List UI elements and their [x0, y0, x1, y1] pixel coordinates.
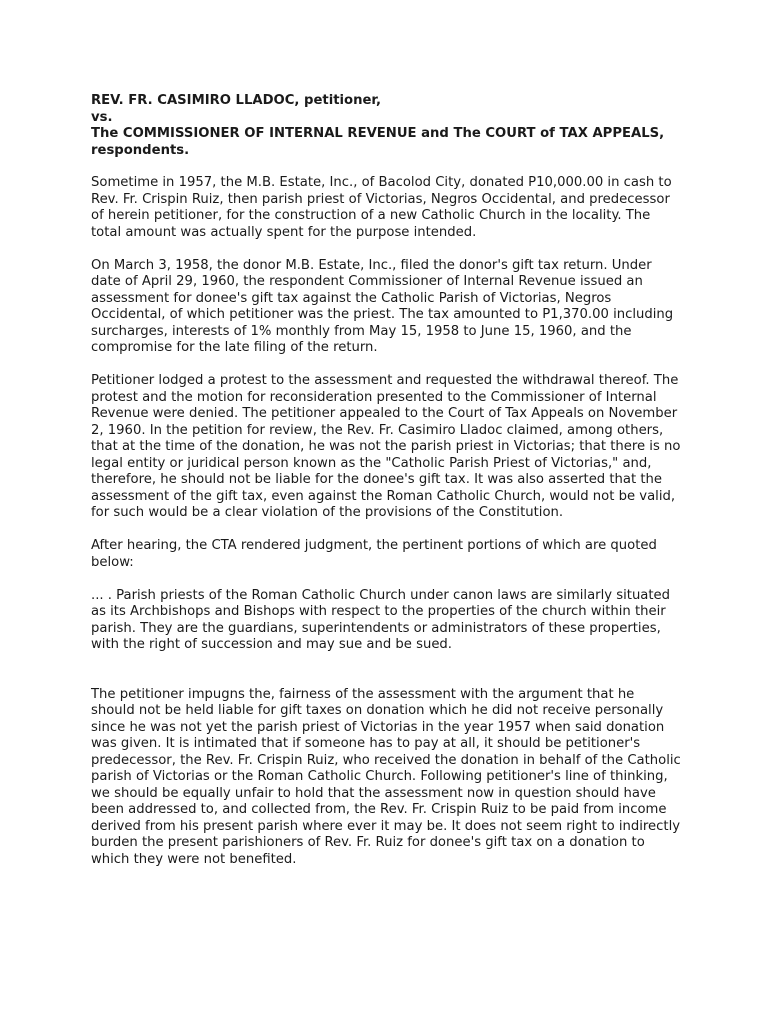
paragraph-cta-judgment: After hearing, the CTA rendered judgment, the pertinent portions of which are quoted below: [91, 538, 657, 570]
case-caption [91, 93, 681, 159]
caption-respondents: The COMMISSIONER OF INTERNAL REVENUE and The COURT of TAX APPEALS, [91, 126, 665, 141]
paragraph-fairness: The petitioner impugns the, fairness of the assessment with the argument that he should not be held liable for gift taxes on donation which he did not receive personally since he was not yet the parish priest of Victorias in the year 1957 when said donation was given. It is intimated that if someone has to pay at all, it should be petitioner's predecessor, the Rev. Fr. Crispin Ruiz, who received the donation in behalf of the Catholic parish of Victorias or the Roman Catholic Church. Following petitioner's line of thinking, we should be equally unfair to hold that the assessment now in question should have been addressed to, and collected from, the Rev. Fr. Crispin Ruiz to be paid from income derived from his present parish where ever it may be. It does not seem right to indirectly burden the present parishioners of Rev. Fr. Ruiz for donee's gift tax on a donation to which they were not benefited. [91, 686, 681, 867]
caption-respondents-cont: respondents. [91, 142, 190, 158]
document-page [91, 93, 681, 885]
paragraph-protest: Petitioner lodged a protest to the assessment and requested the withdrawal thereof. The protest and the motion for reconsideration presented to the Commissioner of Internal Revenue were denied. The petitioner appealed to the Court of Tax Appeals on November 2, 1960. In the petition for review, the Rev. Fr. Casimiro Lladoc claimed, among others, that at the time of the donation, he was not the parish priest in Victorias; that there is no legal entity or juridical person known as the "Catholic Parish Priest of Victorias," and, therefore, he should not be liable for the donee's gift tax. It was also asserted that the assessment of the gift tax, even against the Roman Catholic Church, would not be valid, for such would be a clear violation of the provisions of the Constitution. [91, 373, 681, 520]
caption-petitioner: REV. FR. CASIMIRO LLADOC, petitioner, [91, 93, 381, 108]
paragraph-assessment: On March 3, 1958, the donor M.B. Estate, Inc., filed the donor's gift tax return. Under date of April 29, 1960, the respondent Commissioner of Internal Revenue issued an assessment for donee's gift tax against the Catholic Parish of Victorias, Negros Occidental, of which petitioner was the priest. The tax amounted to P1,370.00 including surcharges, interests of 1% monthly from May 15, 1958 to June 15, 1960, and the compromise for the late filing of the return. [91, 257, 674, 355]
paragraph-donation: Sometime in 1957, the M.B. Estate, Inc., of Bacolod City, donated P10,000.00 in cash to Rev. Fr. Crispin Ruiz, then parish priest of Victorias, Negros Occidental, and predecessor of herein petitioner, for the construction of a new Catholic Church in the locality. The total amount was actually spent for the purpose intended. [91, 175, 672, 240]
paragraph-quoted-ruling: ... . Parish priests of the Roman Catholic Church under canon laws are similarly situated as its Archbishops and Bishops with respect to the properties of the church within their parish. They are the guardians, superintendents or administrators of these properties, with the right of succession and may sue and be sued. [91, 587, 671, 652]
caption-versus: vs. [91, 109, 113, 125]
